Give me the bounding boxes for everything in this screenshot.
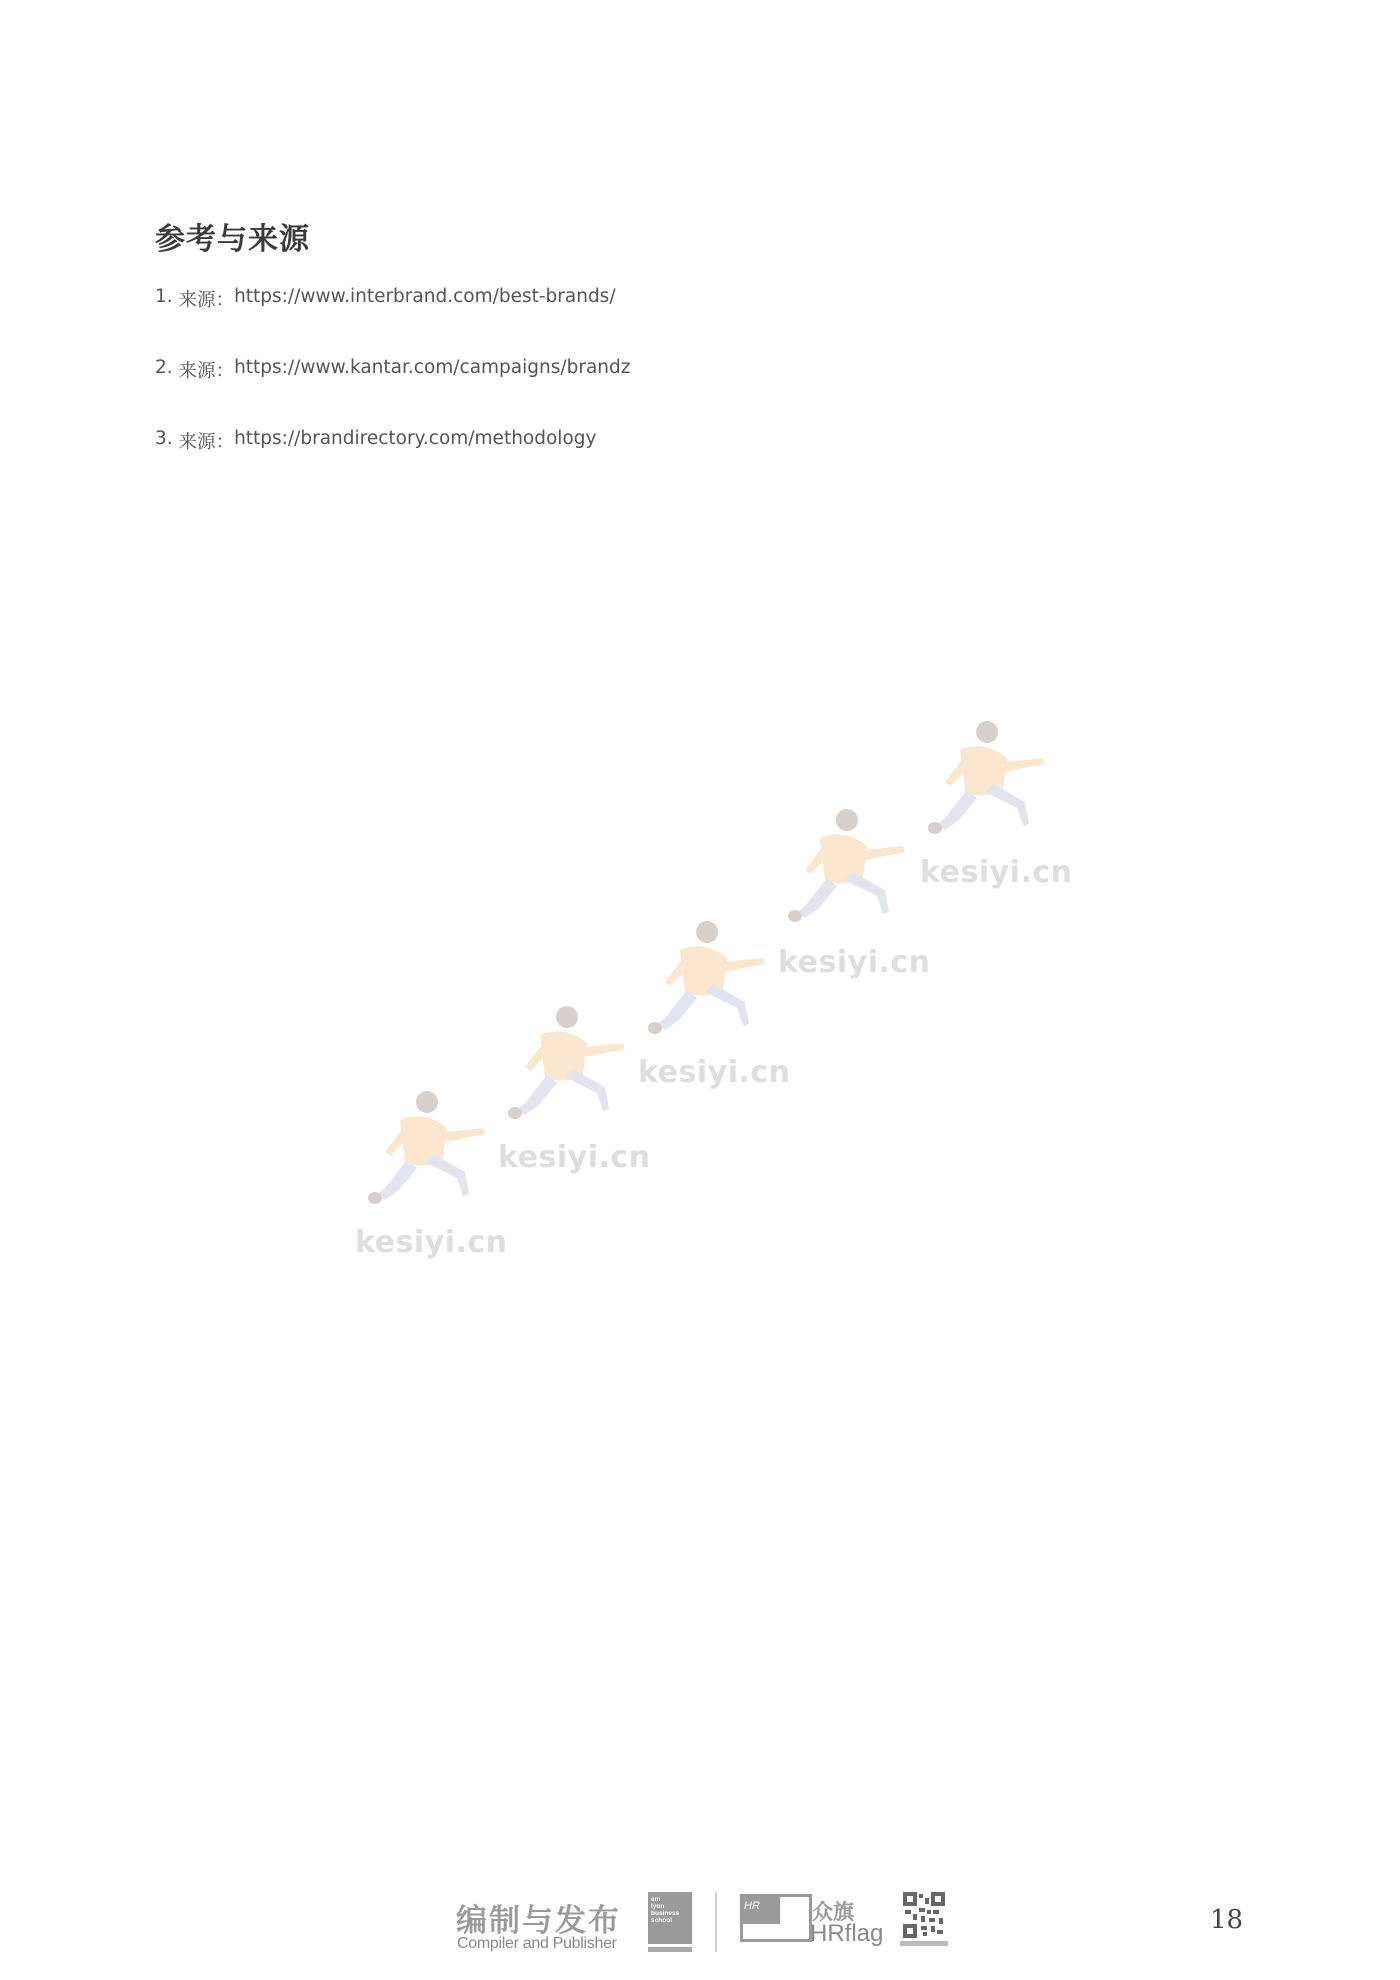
em-logo-line: business bbox=[651, 1910, 680, 1917]
hrflag-logo-mark bbox=[740, 1894, 780, 1924]
watermark-text: kesiyi.cn bbox=[355, 1225, 508, 1260]
watermark-text: kesiyi.cn bbox=[778, 945, 931, 980]
reference-item bbox=[155, 357, 630, 428]
watermark-figure bbox=[355, 1090, 505, 1240]
hrflag-name-cn: 众旗 bbox=[812, 1900, 854, 1924]
watermark-figure bbox=[915, 720, 1065, 870]
page-number: 18 bbox=[1210, 1905, 1244, 1935]
watermark-text: kesiyi.cn bbox=[638, 1055, 791, 1090]
reference-number: 3. bbox=[155, 428, 173, 449]
hr-mark-text: HR bbox=[744, 1900, 760, 1912]
watermark-figure bbox=[775, 808, 925, 958]
em-logo-line: school bbox=[651, 1917, 672, 1924]
footer bbox=[0, 1880, 1400, 1980]
reference-label: 来源： bbox=[178, 432, 235, 453]
em-logo-line: lyon bbox=[651, 1903, 665, 1910]
watermark-text: kesiyi.cn bbox=[920, 855, 1073, 890]
qr-caption bbox=[900, 1941, 948, 1946]
reference-number: 1. bbox=[155, 286, 173, 307]
em-logo-caption bbox=[648, 1947, 692, 1952]
footer-divider bbox=[715, 1892, 717, 1952]
footer-title-en: Compiler and Publisher bbox=[457, 1935, 617, 1952]
watermark-figure bbox=[635, 920, 785, 1070]
qr-code-icon bbox=[903, 1892, 945, 1938]
reference-url: https://www.kantar.com/campaigns/brandz bbox=[234, 357, 631, 378]
reference-list bbox=[155, 286, 630, 499]
reference-item bbox=[155, 286, 630, 357]
reference-label: 来源： bbox=[178, 361, 235, 382]
em-lyon-logo bbox=[648, 1892, 692, 1944]
page-title: 参考与来源 bbox=[155, 222, 310, 257]
watermark-figure bbox=[495, 1005, 645, 1155]
footer-title-cn: 编制与发布 bbox=[456, 1903, 621, 1939]
em-logo-line: em bbox=[651, 1896, 661, 1903]
reference-url: https://www.interbrand.com/best-brands/ bbox=[234, 286, 616, 307]
watermark-text: kesiyi.cn bbox=[498, 1140, 651, 1175]
reference-label: 来源： bbox=[178, 290, 235, 311]
hrflag-name-en: HRflag bbox=[810, 1920, 884, 1947]
reference-number: 2. bbox=[155, 357, 173, 378]
reference-item bbox=[155, 428, 630, 499]
reference-url: https://brandirectory.com/methodology bbox=[234, 428, 597, 449]
